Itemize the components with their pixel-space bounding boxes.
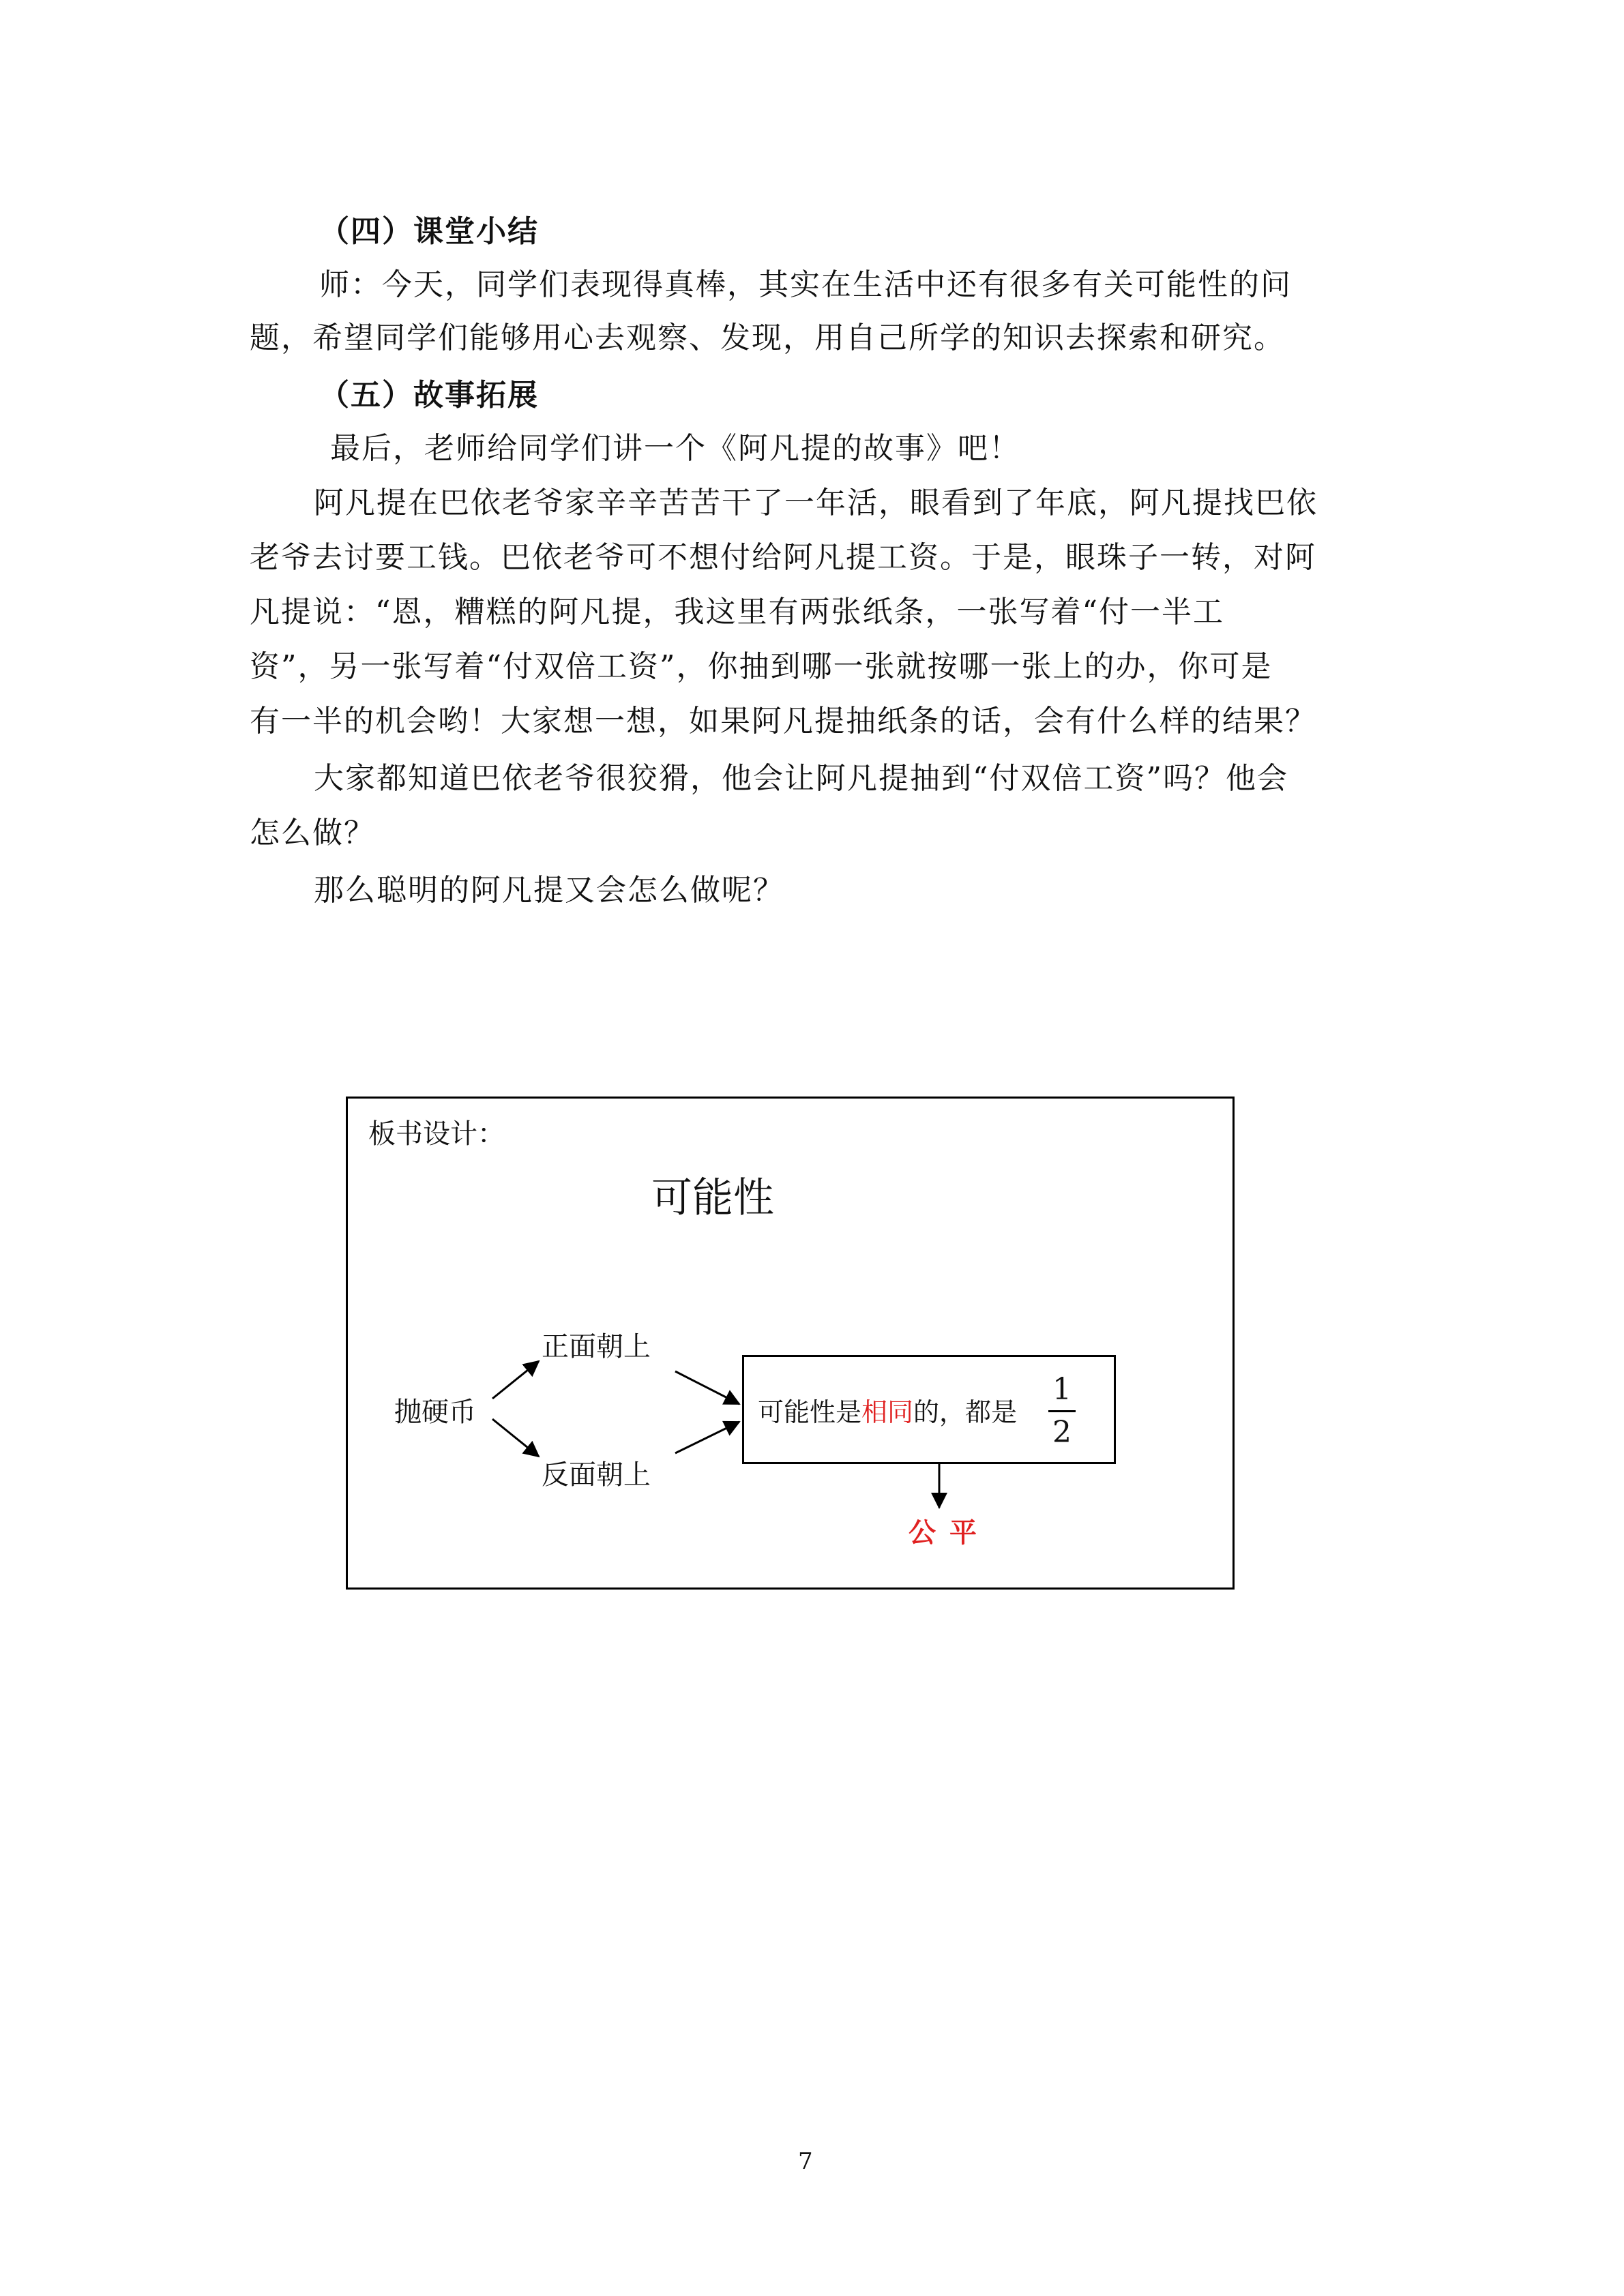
arrow-coin-to-tails [492,1419,539,1457]
paragraph-line: 最后，老师给同学们讲一个《阿凡提的故事》吧！ [330,431,1020,466]
paragraph-line: 题，希望同学们能够用心去观察、发现，用自己所学的知识去探索和研究。 [250,320,1285,355]
section-heading-story: （五）故事拓展 [319,378,539,413]
result-text [758,1391,1017,1429]
paragraph-line: 师：今天，同学们表现得真棒，其实在生活中还有很多有关可能性的问 [319,267,1292,302]
paragraph-line: 老爷去讨要工钱。巴依老爷可不想付给阿凡提工资。于是，眼珠子一转，对阿 [250,540,1316,575]
fraction-denominator: 2 [1052,1415,1072,1450]
paragraph-line: 那么聪明的阿凡提又会怎么做呢？ [314,873,784,908]
result-prefix: 可能性是 [758,1397,862,1427]
section-heading-summary: （四）课堂小结 [319,214,539,249]
result-box [742,1355,1116,1464]
paragraph-line: 阿凡提在巴依老爷家辛辛苦苦干了一年活，眼看到了年底，阿凡提找巴依 [314,486,1318,520]
fraction-bar [1048,1410,1076,1412]
diagram-arrows [348,1099,1232,1587]
page-number: 7 [798,2148,813,2175]
arrow-heads-to-result [675,1371,739,1404]
result-suffix: 的，都是 [913,1397,1018,1427]
node-tails-up: 反面朝上 [542,1459,651,1491]
paragraph-line: 大家都知道巴依老爷很狡猾，他会让阿凡提抽到“付双倍工资”吗？他会 [314,761,1288,796]
arrow-coin-to-heads [492,1361,539,1399]
paragraph-line: 凡提说：“恩，糟糕的阿凡提，我这里有两张纸条，一张写着“付一半工 [250,595,1224,629]
paragraph-line: 怎么做？ [250,816,375,850]
result-highlight: 相同 [861,1397,914,1427]
paragraph-line: 资”，另一张写着“付双倍工资”，你抽到哪一张就按哪一张上的办，你可是 [250,649,1273,684]
paragraph-line: 有一半的机会哟！大家想一想，如果阿凡提抽纸条的话，会有什么样的结果？ [250,704,1316,739]
board-design-box [346,1097,1235,1590]
board-title: 可能性 [651,1174,774,1222]
arrow-tails-to-result [675,1422,739,1453]
node-coin-toss: 抛硬币 [394,1397,476,1428]
fraction-numerator: 1 [1052,1372,1072,1407]
board-design-label: 板书设计： [368,1118,505,1150]
conclusion-fair: 公平 [909,1517,990,1549]
node-heads-up: 正面朝上 [542,1331,651,1362]
fraction-one-half [1048,1371,1076,1452]
